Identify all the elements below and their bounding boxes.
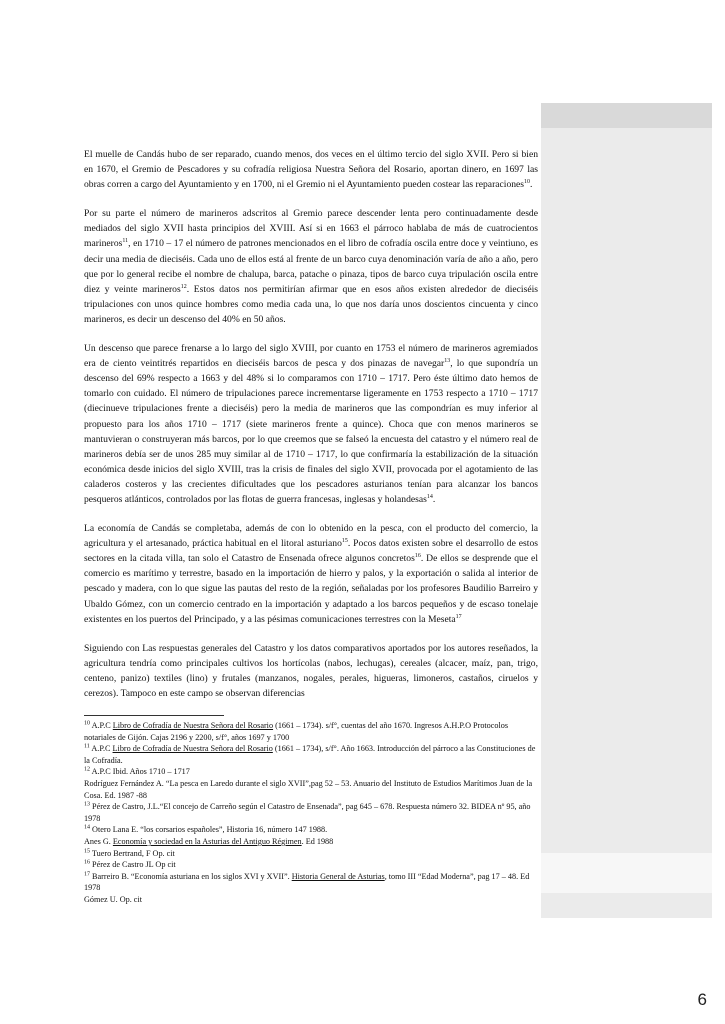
footnote-ref: 10 xyxy=(524,179,531,185)
underlined-title: Historia General de Asturias xyxy=(291,871,385,881)
footnote xyxy=(84,848,538,860)
text-run: A.P.C xyxy=(89,744,113,754)
page-content xyxy=(84,147,538,906)
text-run: Rodríguez Fernández A. “La pesca en Laredo durante el siglo XVII”,pag 52 – 53. Anuario del Instituto de Estudios Marítimos Juan de la Cosa. Ed. 1987 -88 xyxy=(84,779,533,800)
text-run: . De ellos se desprende que el comercio es marítimo y terrestre, basado en la importación de hierro y palos, y la exportación o salida al interior de pescado y madera, con lo que sigue las pautas del resto de la región, señaladas por los profesores Baudilio Barreiro y Ubaldo Gómez, con un comercio centrado en la importación y adaptado a los barcos pequeños y de escaso tonelaje existentes en los puertos del Principado, y a las pésimas comunicaciones terrestres con la Meseta xyxy=(84,553,538,625)
text-run: . xyxy=(530,179,533,191)
footnote-ref: 10 xyxy=(84,720,90,727)
comment-margin-panel xyxy=(541,103,712,918)
footnote xyxy=(84,720,538,743)
underlined-title: Libro de Cofradía de Nuestra Señora del Rosario xyxy=(112,721,274,731)
footnote-ref: 17 xyxy=(84,871,90,878)
text-run: , lo que supondría un descenso del 69% respecto a 1663 y del 48% si lo comparamos con 1710 – 1717. Pero éste último dato hemos de tomarlo con cuidado. El número de tripulaciones parece incrementarse ligeramente en 1753 respecto a 1710 – 1717 (diecinueve tripulaciones frente a dieciséis) pero la media de marineros que las compondrían es muy inferior al propuesto para los años 1710 – 1717 (siete marineros frente a quince). Choca que con menos marineros se mantuvieran o construyeran más barcos, por lo que creemos que se falseó la encuesta del catastro y el número real de marineros debía ser de unos 285 muy similar al de 1710 – 1717, lo que confirmaría la estabilización de la situación económica desde inicios del siglo XVIII, tras la crisis de finales del siglo XVII, provocada por el agotamiento de las caladeros costeros y las crecientes dificultades que los pescadores asturianos tenían para alcanzar los bancos pesqueros atlánticos, controlados por las flotas de guerra francesas, inglesas y holandesas xyxy=(84,358,538,505)
text-run: Barreiro B. “Economía asturiana en los siglos XVI y XVII”. xyxy=(90,871,292,881)
text-run: (1661 – 1734), s/f°. Año 1663. Introducción del párroco a las Constituciones de la Cofradía. xyxy=(84,744,536,765)
text-run: La economía de Candás se completaba, además de con lo obtenido en la pesca, con el producto del comercio, la agricultura y el artesanado, práctica habitual en el litoral asturiano xyxy=(84,523,538,550)
footnote xyxy=(84,778,538,801)
text-run: , tomo III “Edad Moderna”, pag 17 – 48. Ed 1978 xyxy=(84,871,530,893)
footnote-ref: 11 xyxy=(84,743,90,750)
underlined-title: Economía y sociedad en la Asturias del Antiguo Régimen xyxy=(112,837,302,847)
footnote xyxy=(84,743,538,766)
text-run: El muelle de Candás hubo de ser reparado, cuando menos, dos veces en el último tercio del siglo XVII. Pero si bien en 1670, el Gremio de Pescadores y su cofradía religiosa Nuestra Señora del Rosario, aportan dinero, en 1697 las obras corren a cargo del Ayuntamiento y en 1700, ni el Gremio ni el Ayuntamiento pueden costear las reparaciones xyxy=(84,149,538,191)
paragraph xyxy=(84,641,538,701)
footnote xyxy=(84,836,538,848)
footnote-ref: 14 xyxy=(426,493,433,500)
footnote-ref: 11 xyxy=(122,238,129,245)
footnote xyxy=(84,859,538,871)
paragraph xyxy=(84,147,538,192)
text-run: Por su parte el número de marineros adscritos al Gremio parece descender lenta pero continuadamente desde mediados del siglo XVII hasta principios del XVIII. Así si en 1663 el párroco hablaba de más de cuatrocientos marineros xyxy=(84,208,538,250)
footnote-ref: 14 xyxy=(84,824,90,831)
text-run: , en 1710 – 17 el número de patrones mencionados en el libro de cofradía oscila entre doce y veintiuno, es decir una media de dieciséis. Cada uno de ellos está al frente de un barco cuya denominación varía de año a año, pero que por lo general recibe el nombre de chalupa, barca, patache o pinaza, tipos de barco cuya tripulación oscila entre diez y veinte marineros xyxy=(84,238,538,295)
text-run: Otero Lana E. “los corsarios españoles”, Historia 16, número 147 1988. xyxy=(90,825,328,835)
footnote-ref: 12 xyxy=(84,766,90,773)
text-run: Un descenso que parece frenarse a lo largo del siglo XVIII, por cuanto en 1753 el número de marineros agremiados era de ciento veintitrés repartidos en dieciséis barcos de pesca y dos pinazas de navegar xyxy=(84,343,538,370)
text-run: Pérez de Castro JL Op cit xyxy=(90,860,176,870)
footnote xyxy=(84,824,538,836)
text-run: Tuero Bertrand, F Op. cit xyxy=(90,848,175,858)
footnote-ref: 13 xyxy=(444,357,451,364)
text-run: A.P.C Ibid. Años 1710 – 1717 xyxy=(90,767,190,777)
footnote-ref: 15 xyxy=(84,847,90,854)
page-number: 6 xyxy=(697,990,707,1009)
text-run: Anes G. xyxy=(84,837,113,847)
footnote xyxy=(84,871,538,894)
paragraph xyxy=(84,521,538,627)
footnote-ref: 17 xyxy=(455,613,462,620)
comment-margin-header xyxy=(541,103,712,128)
text-run: . xyxy=(432,493,436,505)
body-text xyxy=(84,147,538,701)
comment-margin-strip xyxy=(541,853,712,893)
text-run: Pérez de Castro, J.L.“El concejo de Carreño según el Catastro de Ensenada”, pag 645 – 678. Respuesta número 32. BIDEA nº 95, año 1978 xyxy=(84,802,531,823)
text-run: A.P.C xyxy=(90,721,113,731)
footnote-ref: 13 xyxy=(84,801,90,808)
footnotes xyxy=(84,720,538,906)
footnote xyxy=(84,894,538,906)
footnote-ref: 16 xyxy=(414,553,421,560)
footnote-ref: 16 xyxy=(84,859,90,866)
text-run: . Pocos datos existen sobre el desarrollo de estos sectores en la citada villa, tan solo el Catastro de Ensenada ofrece algunos concretos xyxy=(84,538,538,565)
text-run: Siguiendo con Las respuestas generales del Catastro y los datos comparativos aportados por los autores reseñados, la agricultura tendría como principales cultivos los hortícolas (nabos, lechugas), cereales (alcacer, maíz, pan, trigo, centeno, panizo) textiles (lino) y frutales (manzanos, nogales, perales, higueras, limoneros, castaños, ciruelos y cerezos). Tampoco en este campo se observan diferencias xyxy=(84,642,538,699)
text-run: Gómez U. Op. cit xyxy=(84,895,142,904)
paragraph xyxy=(84,341,538,507)
footnote-separator xyxy=(84,715,224,716)
footnote xyxy=(84,766,538,778)
paragraph xyxy=(84,206,538,327)
underlined-title: Libro de Cofradía de Nuestra Señora del Rosario xyxy=(112,744,273,754)
footnote-ref: 12 xyxy=(180,283,187,290)
footnote xyxy=(84,801,538,824)
text-run: . Estos datos nos permitirían afirmar que en esos años existen alrededor de dieciséis tripulaciones con unos quince hombres como media cada una, lo que nos daría unos doscientos cincuenta y cinco marineros, es decir un descenso del 40% en 50 años. xyxy=(84,283,538,325)
footnote-ref: 15 xyxy=(341,537,348,544)
text-run: (1661 – 1734). s/f°, cuentas del año 1670. Ingresos A.H.P.O Protocolos notariales de Gijón. Cajas 2196 y 2200, s/f°, años 1697 y 1700 xyxy=(84,721,509,742)
text-run: . Ed 1988 xyxy=(301,837,334,847)
